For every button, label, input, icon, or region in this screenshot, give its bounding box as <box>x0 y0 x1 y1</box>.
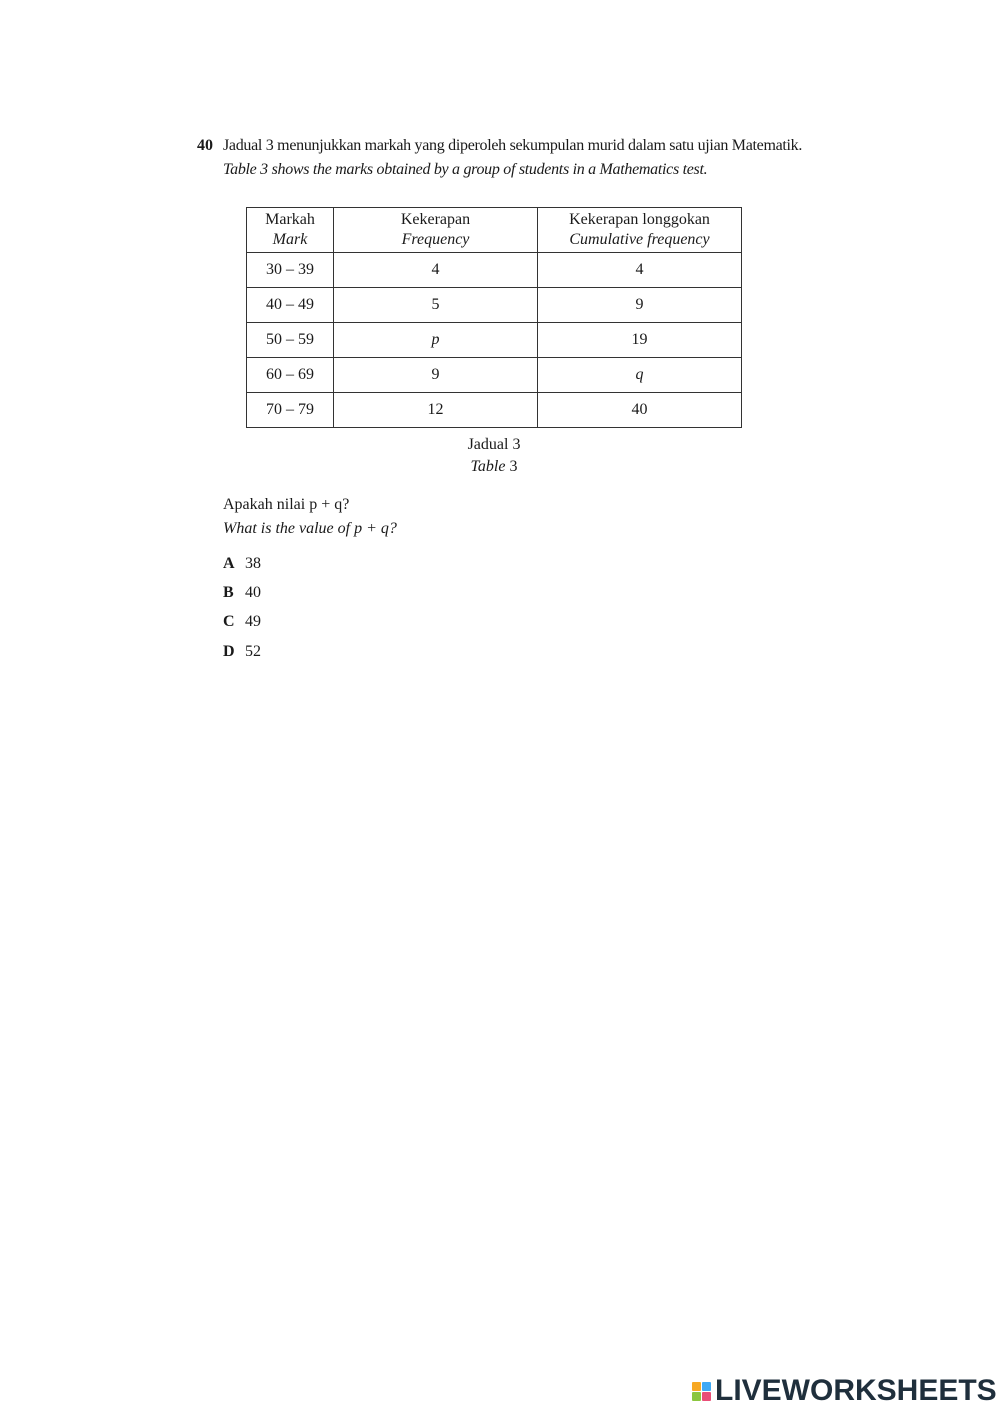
cell-frequency: 5 <box>334 288 538 323</box>
question-number: 40 <box>197 137 213 154</box>
option-a[interactable] <box>223 555 261 573</box>
option-c[interactable] <box>223 613 261 631</box>
option-letter: B <box>223 584 234 601</box>
header-frequency-en: Frequency <box>401 231 470 248</box>
option-value: 52 <box>245 643 261 660</box>
caption-english-word: Table <box>470 458 506 475</box>
header-cumulative-ms: Kekerapan longgokan <box>569 211 710 228</box>
cell-frequency: 9 <box>334 358 538 393</box>
option-value: 40 <box>245 584 261 601</box>
option-letter: A <box>223 555 235 572</box>
header-mark-en: Mark <box>272 231 308 248</box>
option-value: 49 <box>245 613 261 630</box>
header-mark <box>247 208 334 253</box>
header-cumulative <box>538 208 742 253</box>
table-row <box>247 323 742 358</box>
header-frequency-ms: Kekerapan <box>400 211 471 228</box>
question-ask-malay: Apakah nilai p + q? <box>223 496 350 513</box>
cell-frequency: p <box>334 323 538 358</box>
table-caption <box>444 434 544 478</box>
cell-cumulative: 19 <box>538 323 742 358</box>
question-stem-malay: Jadual 3 menunjukkan markah yang diperoleh sekumpulan murid dalam satu ujian Matematik. <box>223 137 803 154</box>
cell-cumulative: 40 <box>538 393 742 428</box>
frequency-table <box>246 207 742 428</box>
option-value: 38 <box>245 555 261 572</box>
logo-square <box>702 1392 711 1401</box>
cell-frequency: 12 <box>334 393 538 428</box>
logo-square <box>692 1382 701 1391</box>
option-letter: D <box>223 643 235 660</box>
option-letter: C <box>223 613 235 630</box>
cell-mark: 50 – 59 <box>247 323 334 358</box>
table-row <box>247 358 742 393</box>
cell-mark: 60 – 69 <box>247 358 334 393</box>
table-row <box>247 253 742 288</box>
cell-cumulative: 4 <box>538 253 742 288</box>
header-cumulative-en: Cumulative frequency <box>569 231 710 248</box>
header-mark-ms: Markah <box>265 211 315 228</box>
table-row <box>247 288 742 323</box>
cell-cumulative: q <box>538 358 742 393</box>
option-d[interactable] <box>223 643 261 661</box>
header-frequency <box>334 208 538 253</box>
brand-name: LIVEWORKSHEETS <box>715 1374 997 1407</box>
table-header-row <box>247 208 742 253</box>
option-b[interactable] <box>223 584 261 602</box>
cell-frequency: 4 <box>334 253 538 288</box>
logo-square <box>692 1392 701 1401</box>
cell-mark: 30 – 39 <box>247 253 334 288</box>
cell-mark: 70 – 79 <box>247 393 334 428</box>
question-stem-english: Table 3 shows the marks obtained by a group of students in a Mathematics test. <box>223 161 708 178</box>
caption-english <box>444 456 544 478</box>
liveworksheets-brand <box>692 1374 997 1408</box>
caption-english-number: 3 <box>509 458 518 475</box>
logo-square <box>702 1382 711 1391</box>
cell-mark: 40 – 49 <box>247 288 334 323</box>
table-row <box>247 393 742 428</box>
caption-malay: Jadual 3 <box>467 436 521 453</box>
liveworksheets-logo-icon <box>692 1382 711 1401</box>
cell-cumulative: 9 <box>538 288 742 323</box>
question-ask-english: What is the value of p + q? <box>223 520 397 537</box>
